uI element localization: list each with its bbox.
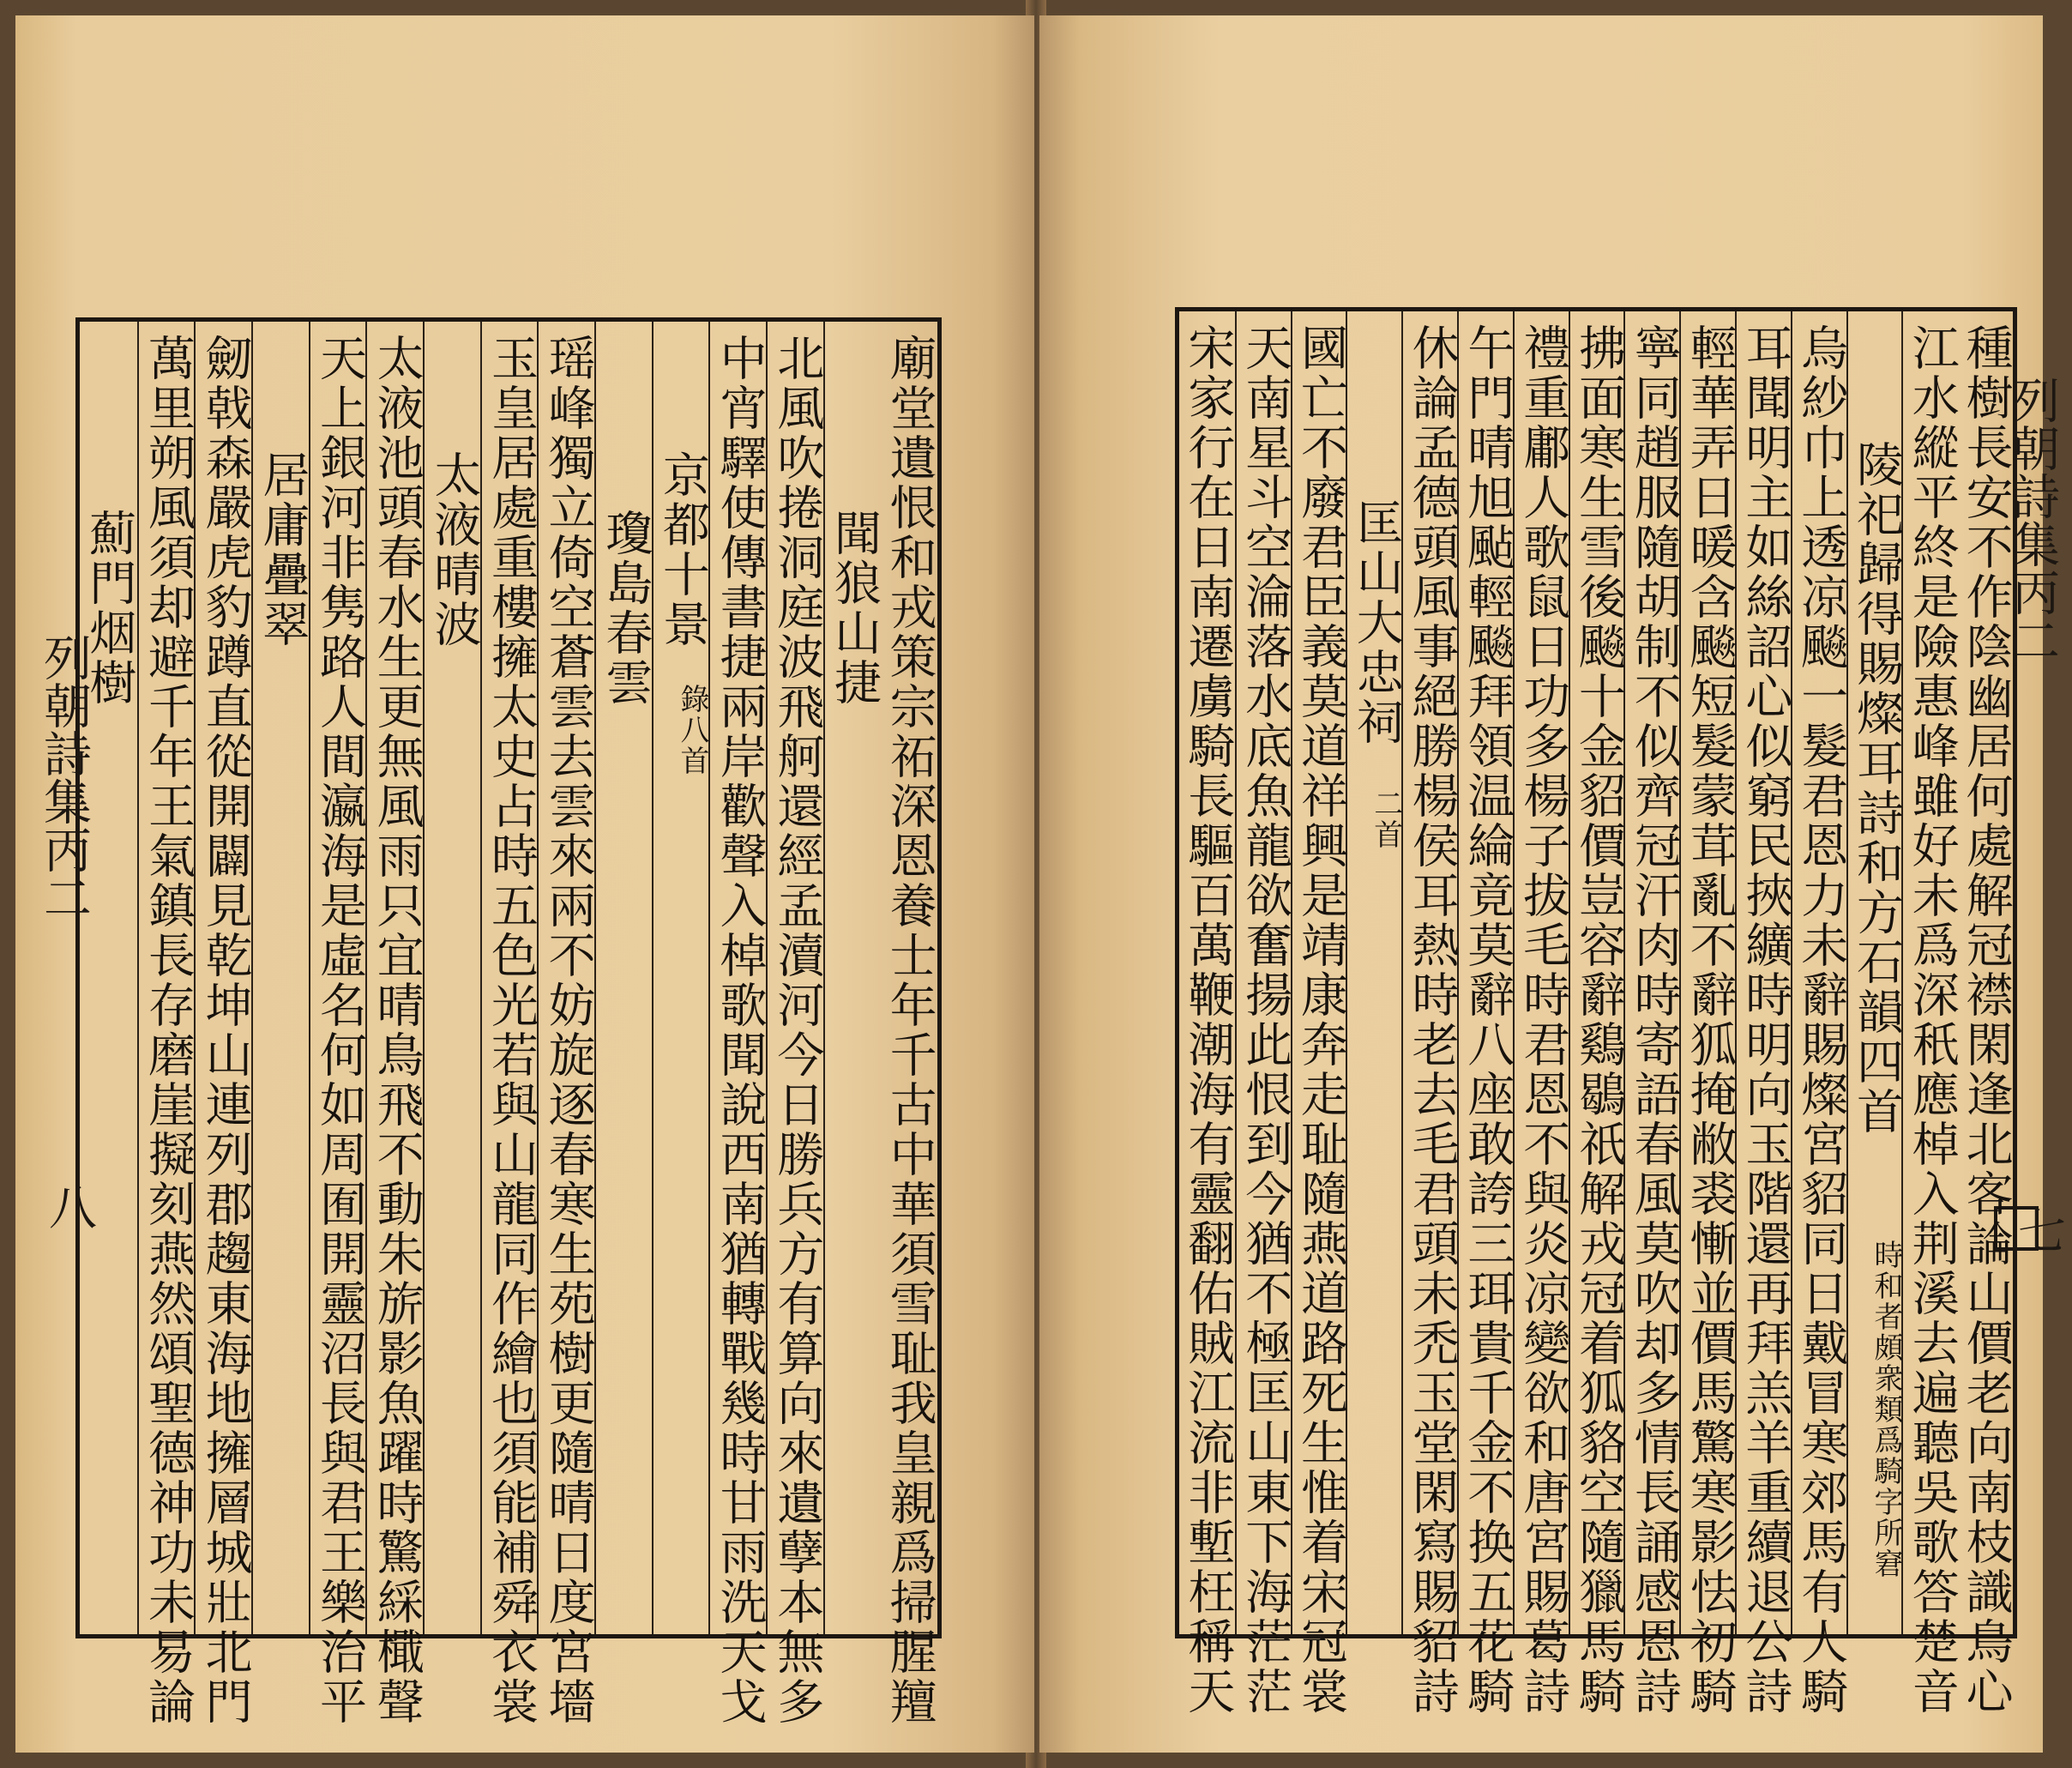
text-column bbox=[480, 322, 539, 1727]
text-column bbox=[537, 322, 596, 1727]
column-text: 休論孟德頭風事絕勝楊侯耳熱時老去毛君頭未禿玉堂閑寫賜貂詩 bbox=[1404, 323, 1460, 1717]
small-annotation: 錄八首 bbox=[674, 684, 709, 776]
right-page-margin-title: 列朝詩集丙二 bbox=[2004, 376, 2060, 664]
text-column bbox=[1957, 311, 2014, 1717]
column-text: 北風吹捲洞庭波飛舸還經孟瀆河今日勝兵方有算向來遺孽本無多 bbox=[769, 334, 825, 1727]
column-text: 耳聞明主如絲詔心似窮民挾纊時明向玉階還再拜羔羊重續退公詩 bbox=[1738, 323, 1793, 1717]
text-column bbox=[423, 322, 482, 1634]
column-text: 烏紗巾上透凉飈一髮君恩力未辭賜燦宮貂同日戴冒寒郊馬有人騎 bbox=[1793, 323, 1849, 1717]
text-column bbox=[309, 322, 368, 1727]
column-text: 劒戟森嚴虎豹蹲直從開闢見乾坤山連列郡趨東海地擁層城壯北門 bbox=[197, 334, 253, 1727]
left-page bbox=[15, 15, 1034, 1753]
text-column bbox=[594, 322, 654, 1634]
right-page bbox=[1039, 15, 2066, 1753]
column-text: 太液晴波 bbox=[426, 450, 482, 649]
column-text: 太液池頭春水生更無風雨只宜晴鳥飛不動朱旂影魚躍時驚綵檝聲 bbox=[369, 334, 425, 1727]
text-column bbox=[1291, 311, 1348, 1717]
text-column bbox=[1623, 311, 1682, 1717]
column-text: 宋家行在日南遷虜騎長驅百萬鞭潮海有靈翻佑賊江流非塹枉稱天 bbox=[1180, 323, 1236, 1717]
text-column bbox=[251, 322, 310, 1634]
column-text: 午門晴旭颭輕飈拜領温綸竟莫辭八座敢誇三珥貴千金不换五花騎 bbox=[1460, 323, 1515, 1717]
text-column bbox=[1679, 311, 1738, 1717]
column-text: 陵祀歸得賜燦耳詩和方石韻四首 bbox=[1848, 440, 1904, 1137]
text-column bbox=[80, 322, 137, 1634]
small-annotation: 時和者頗衆類爲騎字所窘 bbox=[1868, 1240, 1903, 1579]
column-text: 禮重鄘人歌鼠日功多楊子拔毛時君恩不與炎凉變欲和唐宮賜葛詩 bbox=[1515, 323, 1571, 1717]
text-column bbox=[1513, 311, 1571, 1717]
column-text: 聞狼山捷 bbox=[826, 509, 882, 708]
left-page-margin-number: 八 bbox=[41, 1182, 97, 1230]
right-page-margin-number: 七 bbox=[2010, 1206, 2066, 1254]
text-column bbox=[1457, 311, 1515, 1717]
right-page-frame bbox=[1175, 307, 2017, 1717]
column-text: 天南星斗空淪落水底魚龍欲奮揚此恨到今猶不極匡山東下海茫茫 bbox=[1238, 323, 1293, 1717]
small-annotation: 二首 bbox=[1368, 788, 1403, 850]
left-page-margin-title: 列朝詩集丙二 bbox=[36, 633, 92, 921]
text-column bbox=[137, 322, 196, 1727]
column-text: 瓊島春雲 bbox=[598, 509, 654, 708]
text-column bbox=[1179, 311, 1236, 1717]
text-column bbox=[1846, 311, 1904, 1634]
column-text: 匡山大忠祠 bbox=[1348, 498, 1404, 747]
column-text: 居庸疊翠 bbox=[255, 450, 310, 649]
text-column bbox=[766, 322, 825, 1727]
text-column bbox=[823, 322, 882, 1634]
column-text: 寧同趙服隨胡制不似齊冠汗肉時寄語春風莫吹却多情長誦感恩詩 bbox=[1626, 323, 1682, 1717]
text-column bbox=[1235, 311, 1293, 1717]
column-text: 廟堂遺恨和戎策宗祏深恩養士年千古中華須雪耻我皇親爲掃腥羶 bbox=[882, 334, 937, 1727]
column-text: 中宵驛使傳書捷兩岸歡聲入棹歌聞說西南猶轉戰幾時甘雨洗天戈 bbox=[712, 334, 768, 1727]
column-text: 京都十景 bbox=[654, 450, 710, 649]
column-text: 薊門烟樹 bbox=[81, 509, 137, 708]
text-column bbox=[708, 322, 768, 1727]
column-text: 天上銀河非隽路人間瀛海是虛名何如周囿開靈沼長與君王樂治平 bbox=[311, 334, 367, 1727]
text-column bbox=[652, 322, 711, 1634]
text-column bbox=[1735, 311, 1793, 1717]
column-text: 拂面寒生雪後飈十金貂價豈容辭鷄鶡祇解戎冠着狐貉空隨獵馬騎 bbox=[1570, 323, 1626, 1717]
text-column bbox=[1401, 311, 1460, 1717]
column-text: 輕華弄日暖含飈短髮蒙茸亂不辭狐掩敝裘慚並價馬驚寒影怯初騎 bbox=[1682, 323, 1738, 1717]
column-text: 江水縱平終是險惠峰雖好未爲深秖應棹入荆溪去遍聽吳歌答楚音 bbox=[1904, 323, 1960, 1717]
text-column bbox=[880, 322, 937, 1727]
text-column bbox=[194, 322, 253, 1727]
column-text: 萬里朔風須却避千年王氣鎮長存磨崖擬刻燕然頌聖德神功未易論 bbox=[140, 334, 196, 1727]
column-text: 瑶峰獨立倚空蒼雲去雲來兩不妨旋逐春寒生苑樹更隨晴日度宮墻 bbox=[540, 334, 596, 1727]
text-column bbox=[1569, 311, 1626, 1717]
column-text: 國亡不廢君臣義莫道祥興是靖康奔走耻隨燕道路死生惟着宋冠裳 bbox=[1292, 323, 1348, 1717]
left-page-frame bbox=[75, 317, 942, 1727]
text-column bbox=[1346, 311, 1403, 1634]
column-text: 玉皇居處重樓擁太史占時五色光若與山龍同作繪也須能補舜衣裳 bbox=[483, 334, 539, 1727]
text-column bbox=[1791, 311, 1849, 1717]
text-column bbox=[365, 322, 425, 1727]
column-text: 種樹長安不作陰幽居何處解冠襟閑逢北客論山價老向南枝識鳥心 bbox=[1958, 323, 2014, 1717]
